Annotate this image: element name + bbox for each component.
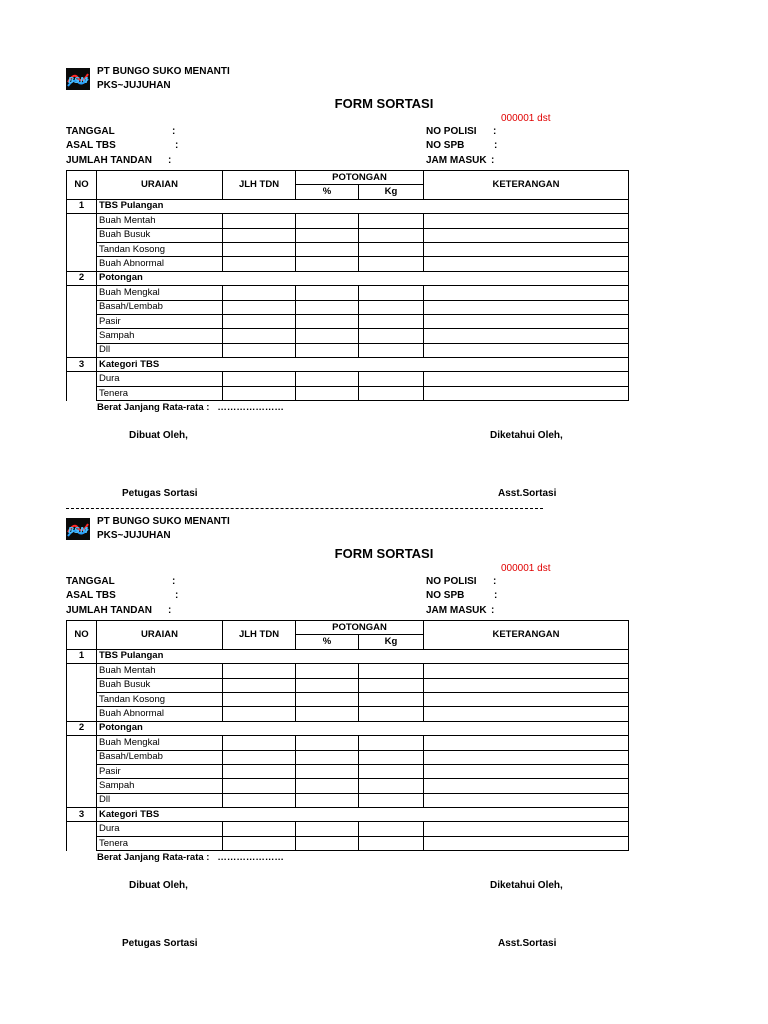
- kg-cell[interactable]: [359, 750, 424, 764]
- jlh-tdn-cell[interactable]: [223, 257, 296, 271]
- kg-cell[interactable]: [359, 664, 424, 678]
- keterangan-cell[interactable]: [424, 343, 629, 357]
- percent-cell[interactable]: [296, 664, 359, 678]
- jlh-tdn-cell[interactable]: [223, 329, 296, 343]
- percent-cell[interactable]: [296, 707, 359, 721]
- no-cell: [67, 242, 97, 256]
- percent-cell[interactable]: [296, 386, 359, 400]
- kg-cell[interactable]: [359, 286, 424, 300]
- field-label-asal-tbs: ASAL TBS: [66, 590, 116, 601]
- col-keterangan-header: KETERANGAN: [424, 171, 629, 200]
- field-label-jam-masuk: JAM MASUK: [426, 155, 487, 166]
- field-colon: :: [168, 155, 172, 166]
- table-row: [67, 257, 629, 271]
- uraian-cell: Pasir: [97, 314, 223, 328]
- kg-cell[interactable]: [359, 314, 424, 328]
- percent-cell[interactable]: [296, 372, 359, 386]
- no-cell: [67, 329, 97, 343]
- form-number: 000001 dst: [501, 113, 551, 124]
- col-percent-header: %: [296, 185, 359, 199]
- col-uraian-header: URAIAN: [97, 621, 223, 650]
- keterangan-cell[interactable]: [424, 793, 629, 807]
- average-weight-dots: …………………: [217, 402, 284, 413]
- table-row: [67, 750, 629, 764]
- keterangan-cell[interactable]: [424, 286, 629, 300]
- uraian-cell: Dll: [97, 793, 223, 807]
- keterangan-cell[interactable]: [424, 300, 629, 314]
- mill-name: PKS~JUJUHAN: [97, 530, 171, 541]
- keterangan-cell[interactable]: [424, 214, 629, 228]
- field-colon: :: [493, 576, 497, 587]
- svg-text:BSM: BSM: [68, 526, 88, 535]
- kg-cell[interactable]: [359, 300, 424, 314]
- section-number: 2: [67, 721, 97, 735]
- average-weight-label: Berat Janjang Rata-rata : …………………: [97, 402, 284, 413]
- table-row: [67, 343, 629, 357]
- keterangan-cell[interactable]: [424, 836, 629, 850]
- kg-cell[interactable]: [359, 214, 424, 228]
- keterangan-cell[interactable]: [424, 242, 629, 256]
- uraian-cell: Tenera: [97, 836, 223, 850]
- jlh-tdn-cell[interactable]: [223, 314, 296, 328]
- uraian-cell: Tenera: [97, 386, 223, 400]
- jlh-tdn-cell[interactable]: [223, 678, 296, 692]
- sortasi-table: [66, 620, 629, 851]
- col-percent-header: %: [296, 635, 359, 649]
- uraian-cell: Tandan Kosong: [97, 692, 223, 706]
- section-row: [67, 808, 629, 822]
- keterangan-cell[interactable]: [424, 664, 629, 678]
- keterangan-cell[interactable]: [424, 678, 629, 692]
- no-cell: [67, 736, 97, 750]
- no-cell: [67, 692, 97, 706]
- field-colon: :: [175, 140, 179, 151]
- table-row: [67, 779, 629, 793]
- table-row: [67, 793, 629, 807]
- percent-cell[interactable]: [296, 678, 359, 692]
- jlh-tdn-cell[interactable]: [223, 822, 296, 836]
- section-number: 3: [67, 808, 97, 822]
- made-by-label: Dibuat Oleh,: [129, 880, 188, 891]
- percent-cell[interactable]: [296, 214, 359, 228]
- section-row: [67, 649, 629, 663]
- field-label-tanggal: TANGGAL: [66, 576, 115, 587]
- kg-cell[interactable]: [359, 329, 424, 343]
- jlh-tdn-cell[interactable]: [223, 692, 296, 706]
- keterangan-cell[interactable]: [424, 707, 629, 721]
- no-cell: [67, 386, 97, 400]
- signer-left: Petugas Sortasi: [122, 488, 198, 499]
- jlh-tdn-cell[interactable]: [223, 736, 296, 750]
- col-no-header: NO: [67, 171, 97, 200]
- jlh-tdn-cell[interactable]: [223, 750, 296, 764]
- keterangan-cell[interactable]: [424, 372, 629, 386]
- table-row: [67, 664, 629, 678]
- field-colon: :: [494, 140, 498, 151]
- field-label-no-polisi: NO POLISI: [426, 576, 477, 587]
- signer-right: Asst.Sortasi: [498, 488, 557, 499]
- percent-cell[interactable]: [296, 343, 359, 357]
- table-row: [67, 372, 629, 386]
- col-jlh-tdn-header: JLH TDN: [223, 171, 296, 200]
- kg-cell[interactable]: [359, 678, 424, 692]
- col-keterangan-header: KETERANGAN: [424, 621, 629, 650]
- form-title: FORM SORTASI: [334, 546, 434, 561]
- section-title: TBS Pulangan: [97, 649, 629, 663]
- table-row: [67, 736, 629, 750]
- no-cell: [67, 314, 97, 328]
- kg-cell[interactable]: [359, 257, 424, 271]
- keterangan-cell[interactable]: [424, 692, 629, 706]
- jlh-tdn-cell[interactable]: [223, 343, 296, 357]
- no-cell: [67, 300, 97, 314]
- uraian-cell: Sampah: [97, 329, 223, 343]
- percent-cell[interactable]: [296, 822, 359, 836]
- jlh-tdn-cell[interactable]: [223, 836, 296, 850]
- section-title: Potongan: [97, 271, 629, 285]
- uraian-cell: Dura: [97, 822, 223, 836]
- uraian-cell: Dll: [97, 343, 223, 357]
- no-cell: [67, 286, 97, 300]
- field-label-jam-masuk: JAM MASUK: [426, 605, 487, 616]
- uraian-cell: Sampah: [97, 779, 223, 793]
- company-name: PT BUNGO SUKO MENANTI: [97, 66, 230, 77]
- uraian-cell: Buah Mentah: [97, 664, 223, 678]
- section-title: Kategori TBS: [97, 808, 629, 822]
- field-colon: :: [172, 576, 176, 587]
- known-by-label: Diketahui Oleh,: [490, 430, 563, 441]
- no-cell: [67, 678, 97, 692]
- no-cell: [67, 793, 97, 807]
- jlh-tdn-cell[interactable]: [223, 372, 296, 386]
- field-colon: :: [168, 605, 172, 616]
- table-row: [67, 707, 629, 721]
- uraian-cell: Buah Mengkal: [97, 286, 223, 300]
- jlh-tdn-cell[interactable]: [223, 228, 296, 242]
- col-kg-header: Kg: [359, 185, 424, 199]
- table-row: [67, 300, 629, 314]
- field-label-jumlah-tandan: JUMLAH TANDAN: [66, 605, 152, 616]
- percent-cell[interactable]: [296, 228, 359, 242]
- keterangan-cell[interactable]: [424, 314, 629, 328]
- percent-cell[interactable]: [296, 793, 359, 807]
- signer-left: Petugas Sortasi: [122, 938, 198, 949]
- no-cell: [67, 664, 97, 678]
- made-by-label: Dibuat Oleh,: [129, 430, 188, 441]
- table-row: [67, 386, 629, 400]
- no-cell: [67, 343, 97, 357]
- keterangan-cell[interactable]: [424, 822, 629, 836]
- uraian-cell: Pasir: [97, 764, 223, 778]
- field-colon: :: [491, 605, 495, 616]
- keterangan-cell[interactable]: [424, 329, 629, 343]
- table-row: [67, 314, 629, 328]
- field-colon: :: [491, 155, 495, 166]
- section-row: [67, 358, 629, 372]
- kg-cell[interactable]: [359, 836, 424, 850]
- kg-cell[interactable]: [359, 736, 424, 750]
- keterangan-cell[interactable]: [424, 257, 629, 271]
- percent-cell[interactable]: [296, 300, 359, 314]
- no-cell: [67, 836, 97, 850]
- kg-cell[interactable]: [359, 242, 424, 256]
- field-label-no-spb: NO SPB: [426, 590, 465, 601]
- percent-cell[interactable]: [296, 314, 359, 328]
- mill-name: PKS~JUJUHAN: [97, 80, 171, 91]
- uraian-cell: Basah/Lembab: [97, 300, 223, 314]
- average-weight-dots: …………………: [217, 852, 284, 863]
- table-row: [67, 286, 629, 300]
- uraian-cell: Dura: [97, 372, 223, 386]
- form-title: FORM SORTASI: [334, 96, 434, 111]
- sortasi-table: [66, 170, 629, 401]
- no-cell: [67, 214, 97, 228]
- jlh-tdn-cell[interactable]: [223, 707, 296, 721]
- percent-cell[interactable]: [296, 329, 359, 343]
- col-uraian-header: URAIAN: [97, 171, 223, 200]
- percent-cell[interactable]: [296, 750, 359, 764]
- no-cell: [67, 372, 97, 386]
- no-cell: [67, 257, 97, 271]
- keterangan-cell[interactable]: [424, 764, 629, 778]
- known-by-label: Diketahui Oleh,: [490, 880, 563, 891]
- table-row: [67, 692, 629, 706]
- field-colon: :: [493, 126, 497, 137]
- table-row: [67, 214, 629, 228]
- form-sortasi-1: [0, 0, 768, 499]
- keterangan-cell[interactable]: [424, 779, 629, 793]
- keterangan-cell[interactable]: [424, 736, 629, 750]
- table-row: [67, 228, 629, 242]
- kg-cell[interactable]: [359, 822, 424, 836]
- keterangan-cell[interactable]: [424, 386, 629, 400]
- percent-cell[interactable]: [296, 764, 359, 778]
- field-label-asal-tbs: ASAL TBS: [66, 140, 116, 151]
- section-title: Kategori TBS: [97, 358, 629, 372]
- section-number: 1: [67, 649, 97, 663]
- percent-cell[interactable]: [296, 736, 359, 750]
- uraian-cell: Buah Busuk: [97, 228, 223, 242]
- kg-cell[interactable]: [359, 343, 424, 357]
- jlh-tdn-cell[interactable]: [223, 214, 296, 228]
- form-sortasi-2: [0, 450, 768, 949]
- keterangan-cell[interactable]: [424, 750, 629, 764]
- table-row: [67, 242, 629, 256]
- no-cell: [67, 822, 97, 836]
- percent-cell[interactable]: [296, 779, 359, 793]
- kg-cell[interactable]: [359, 764, 424, 778]
- percent-cell[interactable]: [296, 257, 359, 271]
- company-logo: [66, 68, 90, 90]
- field-label-jumlah-tandan: JUMLAH TANDAN: [66, 155, 152, 166]
- field-label-tanggal: TANGGAL: [66, 126, 115, 137]
- kg-cell[interactable]: [359, 228, 424, 242]
- kg-cell[interactable]: [359, 692, 424, 706]
- col-kg-header: Kg: [359, 635, 424, 649]
- jlh-tdn-cell[interactable]: [223, 793, 296, 807]
- uraian-cell: Buah Abnormal: [97, 257, 223, 271]
- table-row: [67, 678, 629, 692]
- svg-text:BSM: BSM: [68, 76, 88, 85]
- field-colon: :: [175, 590, 179, 601]
- no-cell: [67, 228, 97, 242]
- company-name: PT BUNGO SUKO MENANTI: [97, 516, 230, 527]
- table-row: [67, 822, 629, 836]
- uraian-cell: Basah/Lembab: [97, 750, 223, 764]
- col-no-header: NO: [67, 621, 97, 650]
- section-row: [67, 199, 629, 213]
- uraian-cell: Buah Busuk: [97, 678, 223, 692]
- section-number: 1: [67, 199, 97, 213]
- field-colon: :: [172, 126, 176, 137]
- section-number: 3: [67, 358, 97, 372]
- company-logo: [66, 518, 90, 540]
- no-cell: [67, 764, 97, 778]
- jlh-tdn-cell[interactable]: [223, 286, 296, 300]
- kg-cell[interactable]: [359, 372, 424, 386]
- percent-cell[interactable]: [296, 286, 359, 300]
- kg-cell[interactable]: [359, 707, 424, 721]
- uraian-cell: Buah Abnormal: [97, 707, 223, 721]
- section-title: TBS Pulangan: [97, 199, 629, 213]
- percent-cell[interactable]: [296, 836, 359, 850]
- col-jlh-tdn-header: JLH TDN: [223, 621, 296, 650]
- jlh-tdn-cell[interactable]: [223, 242, 296, 256]
- form-number: 000001 dst: [501, 563, 551, 574]
- kg-cell[interactable]: [359, 386, 424, 400]
- section-row: [67, 271, 629, 285]
- field-label-no-spb: NO SPB: [426, 140, 465, 151]
- no-cell: [67, 779, 97, 793]
- section-row: [67, 721, 629, 735]
- section-title: Potongan: [97, 721, 629, 735]
- average-weight-label: Berat Janjang Rata-rata : …………………: [97, 852, 284, 863]
- field-label-no-polisi: NO POLISI: [426, 126, 477, 137]
- percent-cell[interactable]: [296, 692, 359, 706]
- uraian-cell: Tandan Kosong: [97, 242, 223, 256]
- table-row: [67, 764, 629, 778]
- field-colon: :: [494, 590, 498, 601]
- col-potongan-header: POTONGAN: [296, 621, 424, 635]
- kg-cell[interactable]: [359, 793, 424, 807]
- jlh-tdn-cell[interactable]: [223, 664, 296, 678]
- kg-cell[interactable]: [359, 779, 424, 793]
- uraian-cell: Buah Mengkal: [97, 736, 223, 750]
- jlh-tdn-cell[interactable]: [223, 764, 296, 778]
- jlh-tdn-cell[interactable]: [223, 779, 296, 793]
- percent-cell[interactable]: [296, 242, 359, 256]
- table-row: [67, 329, 629, 343]
- no-cell: [67, 707, 97, 721]
- col-potongan-header: POTONGAN: [296, 171, 424, 185]
- table-row: [67, 836, 629, 850]
- section-number: 2: [67, 271, 97, 285]
- jlh-tdn-cell[interactable]: [223, 386, 296, 400]
- signer-right: Asst.Sortasi: [498, 938, 557, 949]
- keterangan-cell[interactable]: [424, 228, 629, 242]
- uraian-cell: Buah Mentah: [97, 214, 223, 228]
- no-cell: [67, 750, 97, 764]
- jlh-tdn-cell[interactable]: [223, 300, 296, 314]
